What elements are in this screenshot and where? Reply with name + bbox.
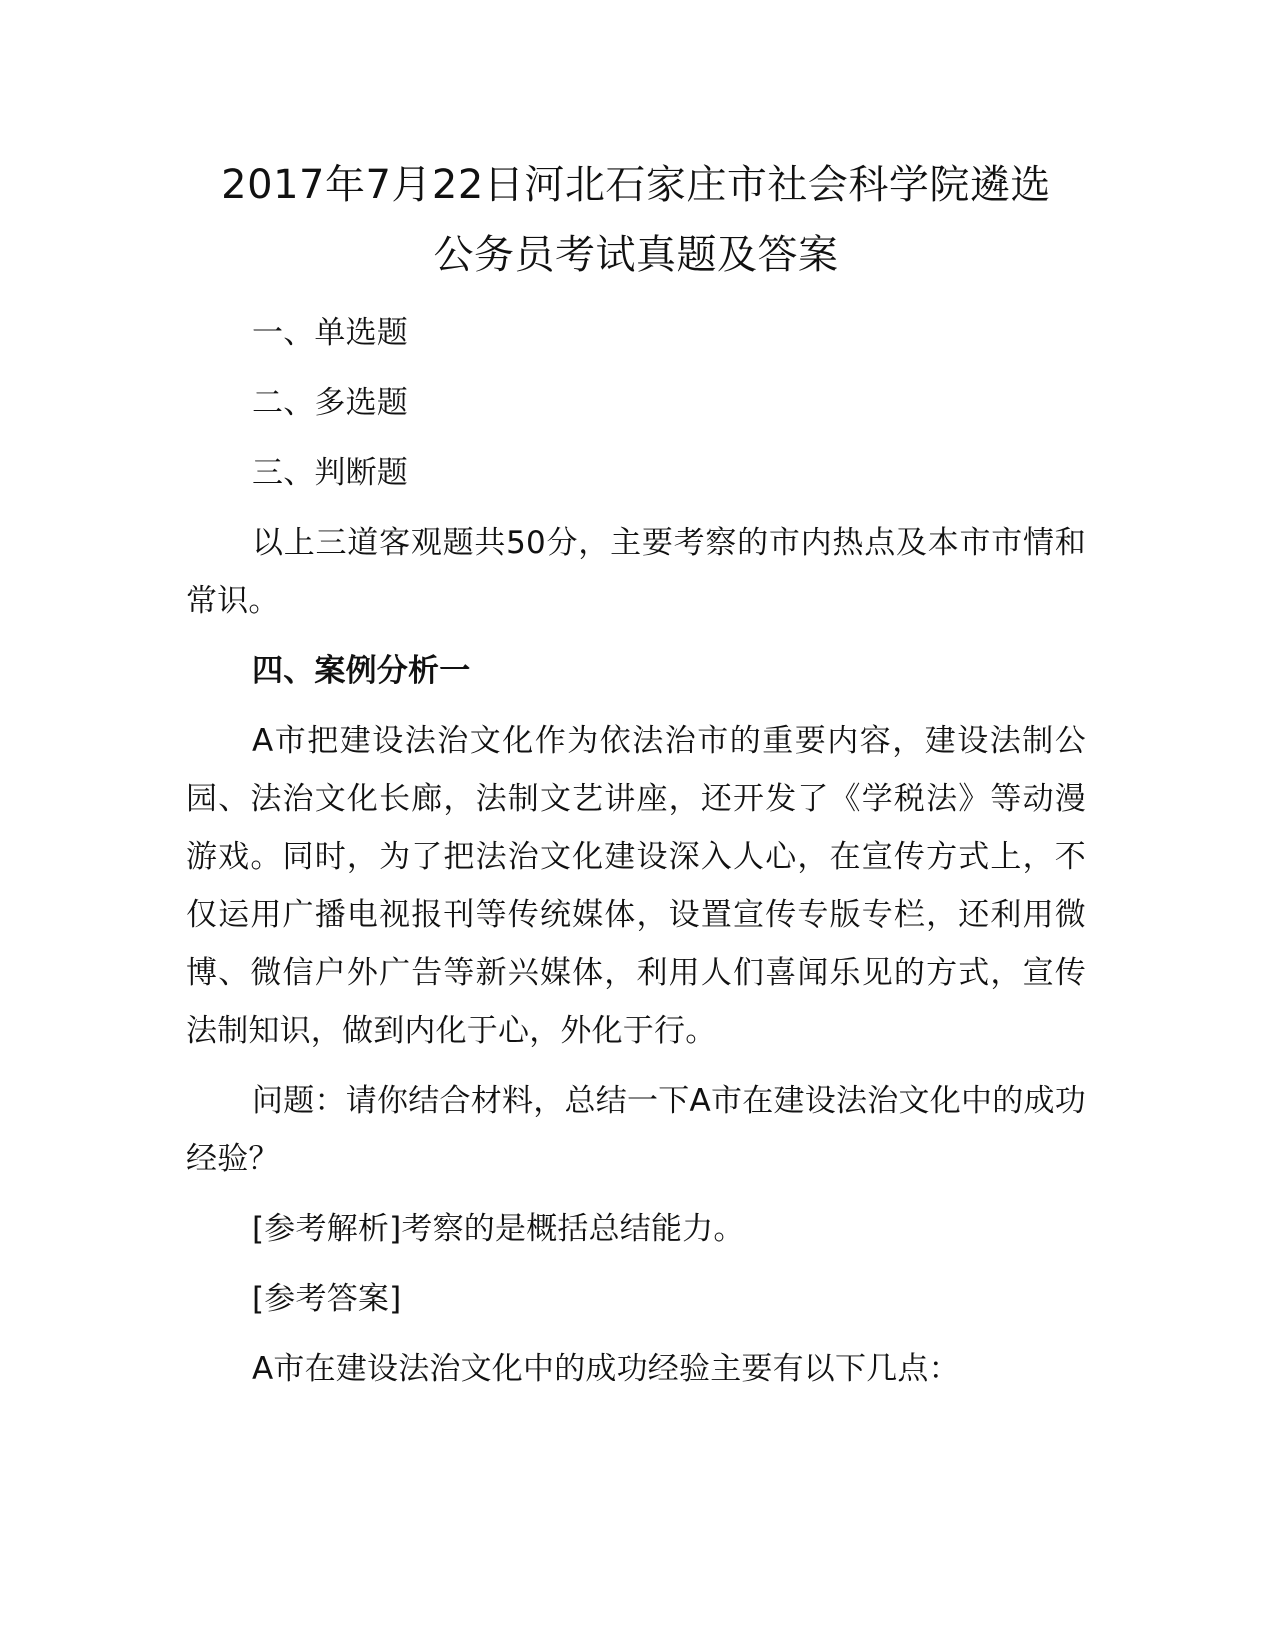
- analysis-text: 考察的是概括总结能力。: [401, 1211, 745, 1247]
- document-title: [186, 150, 1086, 290]
- section-single-choice: 一、单选题: [252, 315, 408, 351]
- answer-label: [参考答案]: [252, 1281, 402, 1317]
- objective-note: 以上三道客观题共50分，主要考察的市内热点及本市市情和常识。: [186, 525, 1086, 619]
- title-line-1: 2017年7月22日河北石家庄市社会科学院遴选: [221, 162, 1051, 208]
- document-content: [186, 150, 1086, 1410]
- answer-intro: A市在建设法治文化中的成功经验主要有以下几点：: [252, 1351, 960, 1387]
- analysis-label: [参考解析]: [252, 1211, 402, 1247]
- case-material: A市把建设法治文化作为依法治市的重要内容，建设法制公园、法治文化长廊，法制文艺讲座，还开发了《学税法》等动漫游戏。同时，为了把法治文化建设深入人心，在宣传方式上，不仅运用广播电视报刊等传统媒体，设置宣传专版专栏，还利用微博、微信户外广告等新兴媒体，利用人们喜闻乐见的方式，宣传法制知识，做到内化于心，外化于行。: [186, 723, 1086, 1049]
- title-line-2: 公务员考试真题及答案: [433, 232, 839, 278]
- analysis-paragraph: [186, 1200, 1086, 1258]
- question-text: 问题：请你结合材料，总结一下A市在建设法治文化中的成功经验？: [186, 1083, 1086, 1177]
- case-heading: 四、案例分析一: [252, 653, 471, 689]
- section-multiple-choice: 二、多选题: [252, 385, 408, 421]
- section-true-false: 三、判断题: [252, 455, 408, 491]
